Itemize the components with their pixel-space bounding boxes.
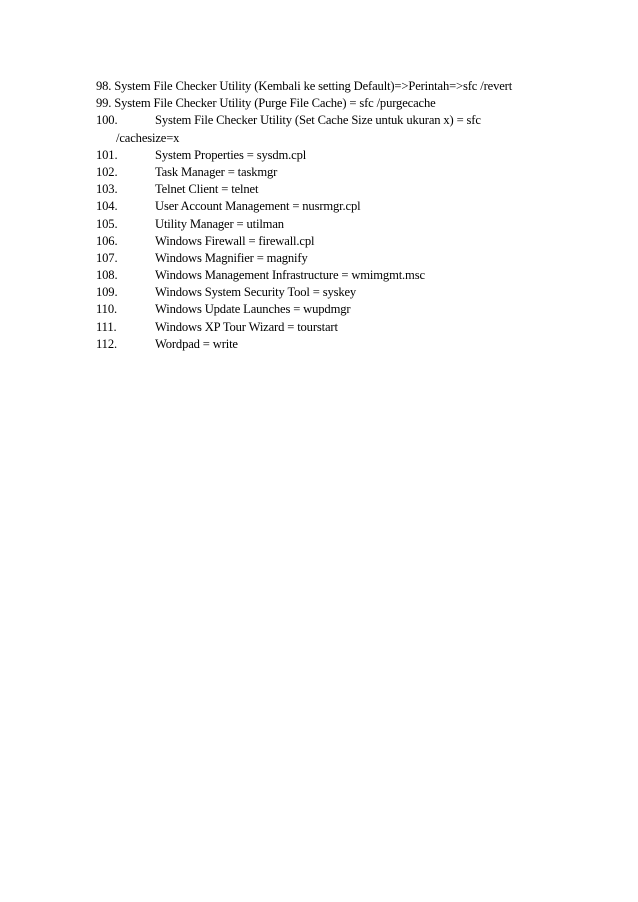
list-item-number: 103. [96,182,118,197]
list-item [96,250,546,267]
list-item-number: 101. [96,147,118,162]
list-item-text: Utility Manager = utilman [155,216,284,231]
list-item-number: 102. [96,164,118,179]
list-item [96,284,546,301]
list-item [96,301,546,318]
list-item [96,198,546,215]
list-item-continuation [96,130,546,147]
list-item [96,336,546,353]
list-item-text: Windows Firewall = firewall.cpl [155,233,315,248]
list-item-number: 108. [96,268,118,283]
list-item-text: Telnet Client = telnet [155,182,259,197]
list-item-text: User Account Management = nusrmgr.cpl [155,199,361,214]
list-item-text: 99. System File Checker Utility (Purge File Cache) = sfc /purgecache [96,96,436,111]
list-item-text: System Properties = sysdm.cpl [155,147,307,162]
list-item-text: System File Checker Utility (Set Cache Size untuk ukuran x) = sfc [155,113,481,128]
list-item-number: 112. [96,336,117,351]
list-item-number: 105. [96,216,118,231]
list-item-text: Windows Magnifier = magnify [155,250,308,265]
list-item-text: Windows XP Tour Wizard = tourstart [155,319,338,334]
list-item [96,78,546,95]
list-item-text: Windows Management Infrastructure = wmimgmt.msc [155,268,425,283]
list-item-number: 104. [96,199,118,214]
list-item [96,216,546,233]
list-item-text: Task Manager = taskmgr [155,164,278,179]
document-content [96,78,546,353]
list-item [96,319,546,336]
list-item-number: 111. [96,319,117,334]
list-item-number: 107. [96,250,118,265]
list-item-number: 110. [96,302,117,317]
list-item [96,233,546,250]
list-item-text: /cachesize=x [116,130,180,145]
list-item-number: 100. [96,113,118,128]
list-item-text: 98. System File Checker Utility (Kembali ke setting Default)=>Perintah=>sfc /revert [96,79,513,93]
list-item [96,164,546,181]
list-item [96,147,546,164]
list-item [96,95,546,112]
list-item [96,181,546,198]
list-item-text: Windows System Security Tool = syskey [155,285,357,300]
list-item-text: Windows Update Launches = wupdmgr [155,302,351,317]
list-item-number: 106. [96,233,118,248]
list-item [96,112,546,129]
list-item-text: Wordpad = write [155,336,238,351]
list-item [96,267,546,284]
list-item-number: 109. [96,285,118,300]
